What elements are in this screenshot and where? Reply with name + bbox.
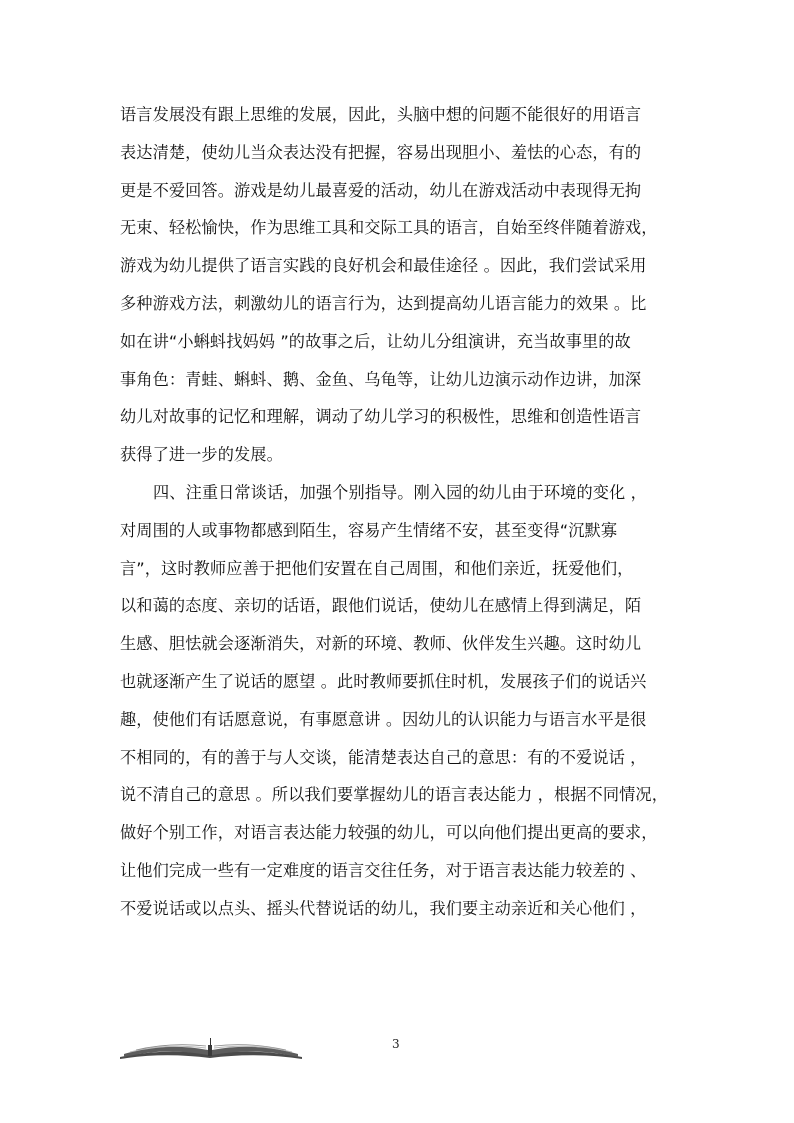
open-book-icon (118, 1034, 304, 1060)
text-line: 说不清自己的意思 。所以我们要掌握幼儿的语言表达能力 ，根据不同情况， (120, 785, 668, 805)
text-line: 多种游戏方法，刺激幼儿的语言行为，达到提高幼儿语言能力的效果 。比 (120, 293, 647, 313)
text-line: 事角色：青蛙、蝌蚪、鹅、金鱼、乌龟等，让幼儿边演示动作边讲，加深 (120, 369, 642, 389)
text-line: 以和蔼的态度、亲切的话语，跟他们说话，使幼儿在感情上得到满足，陌 (120, 596, 642, 616)
text-line: 游戏为幼儿提供了语言实践的良好机会和最佳途径 。因此，我们尝试采用 (120, 256, 647, 276)
text-line: 语言发展没有跟上思维的发展，因此，头脑中想的问题不能很好的用语言 (120, 105, 642, 124)
text-line: 也就逐渐产生了说话的愿望 。此时教师要抓住时机，发展孩子们的说话兴 (120, 671, 647, 691)
text-line: 让他们完成一些有一定难度的语言交往任务，对于语言表达能力较差的 、 (120, 860, 647, 880)
text-line: 对周围的人或事物都感到陌生，容易产生情绪不安，甚至变得“沉默寡 (120, 520, 618, 540)
text-line: 做好个别工作，对语言表达能力较强的幼儿，可以向他们提出更高的要求， (120, 823, 658, 843)
text-line: 言”，这时教师应善于把他们安置在自己周围，和他们亲近，抚爱他们， (120, 558, 634, 578)
text-line: 生感、胆怯就会逐渐消失，对新的环境、教师、伙伴发生兴趣。这时幼儿 (120, 634, 642, 654)
text-line: 趣，使他们有话愿意说，有事愿意讲 。因幼儿的认识能力与语言水平是很 (120, 709, 647, 729)
text-line: 不爱说话或以点头、摇头代替说话的幼儿，我们要主动亲近和关心他们 ， (120, 898, 647, 918)
text-line: 表达清楚，使幼儿当众表达没有把握，容易出现胆小、羞怯的心态，有的 (120, 142, 642, 162)
text-line: 获得了进一步的发展。 (120, 445, 283, 465)
text-line: 如在讲“小蝌蚪找妈妈 ”的故事之后，让幼儿分组演讲，充当故事里的故 (120, 331, 631, 351)
paragraph-start-line: 四、注重日常谈话，加强个别指导。刚入园的幼儿由于环境的变化 ， (153, 482, 647, 502)
text-line: 更是不爱回答。游戏是幼儿最喜爱的活动，幼儿在游戏活动中表现得无拘 (120, 180, 642, 200)
text-line: 不相同的，有的善于与人交谈，能清楚表达自己的意思：有的不爱说话 ， (120, 747, 647, 767)
body-text (120, 96, 675, 928)
text-line: 幼儿对故事的记忆和理解，调动了幼儿学习的积极性，思维和创造性语言 (120, 407, 642, 427)
text-line: 无束、轻松愉快，作为思维工具和交际工具的语言，自始至终伴随着游戏， (120, 218, 658, 238)
page-number: 3 (392, 1037, 400, 1051)
